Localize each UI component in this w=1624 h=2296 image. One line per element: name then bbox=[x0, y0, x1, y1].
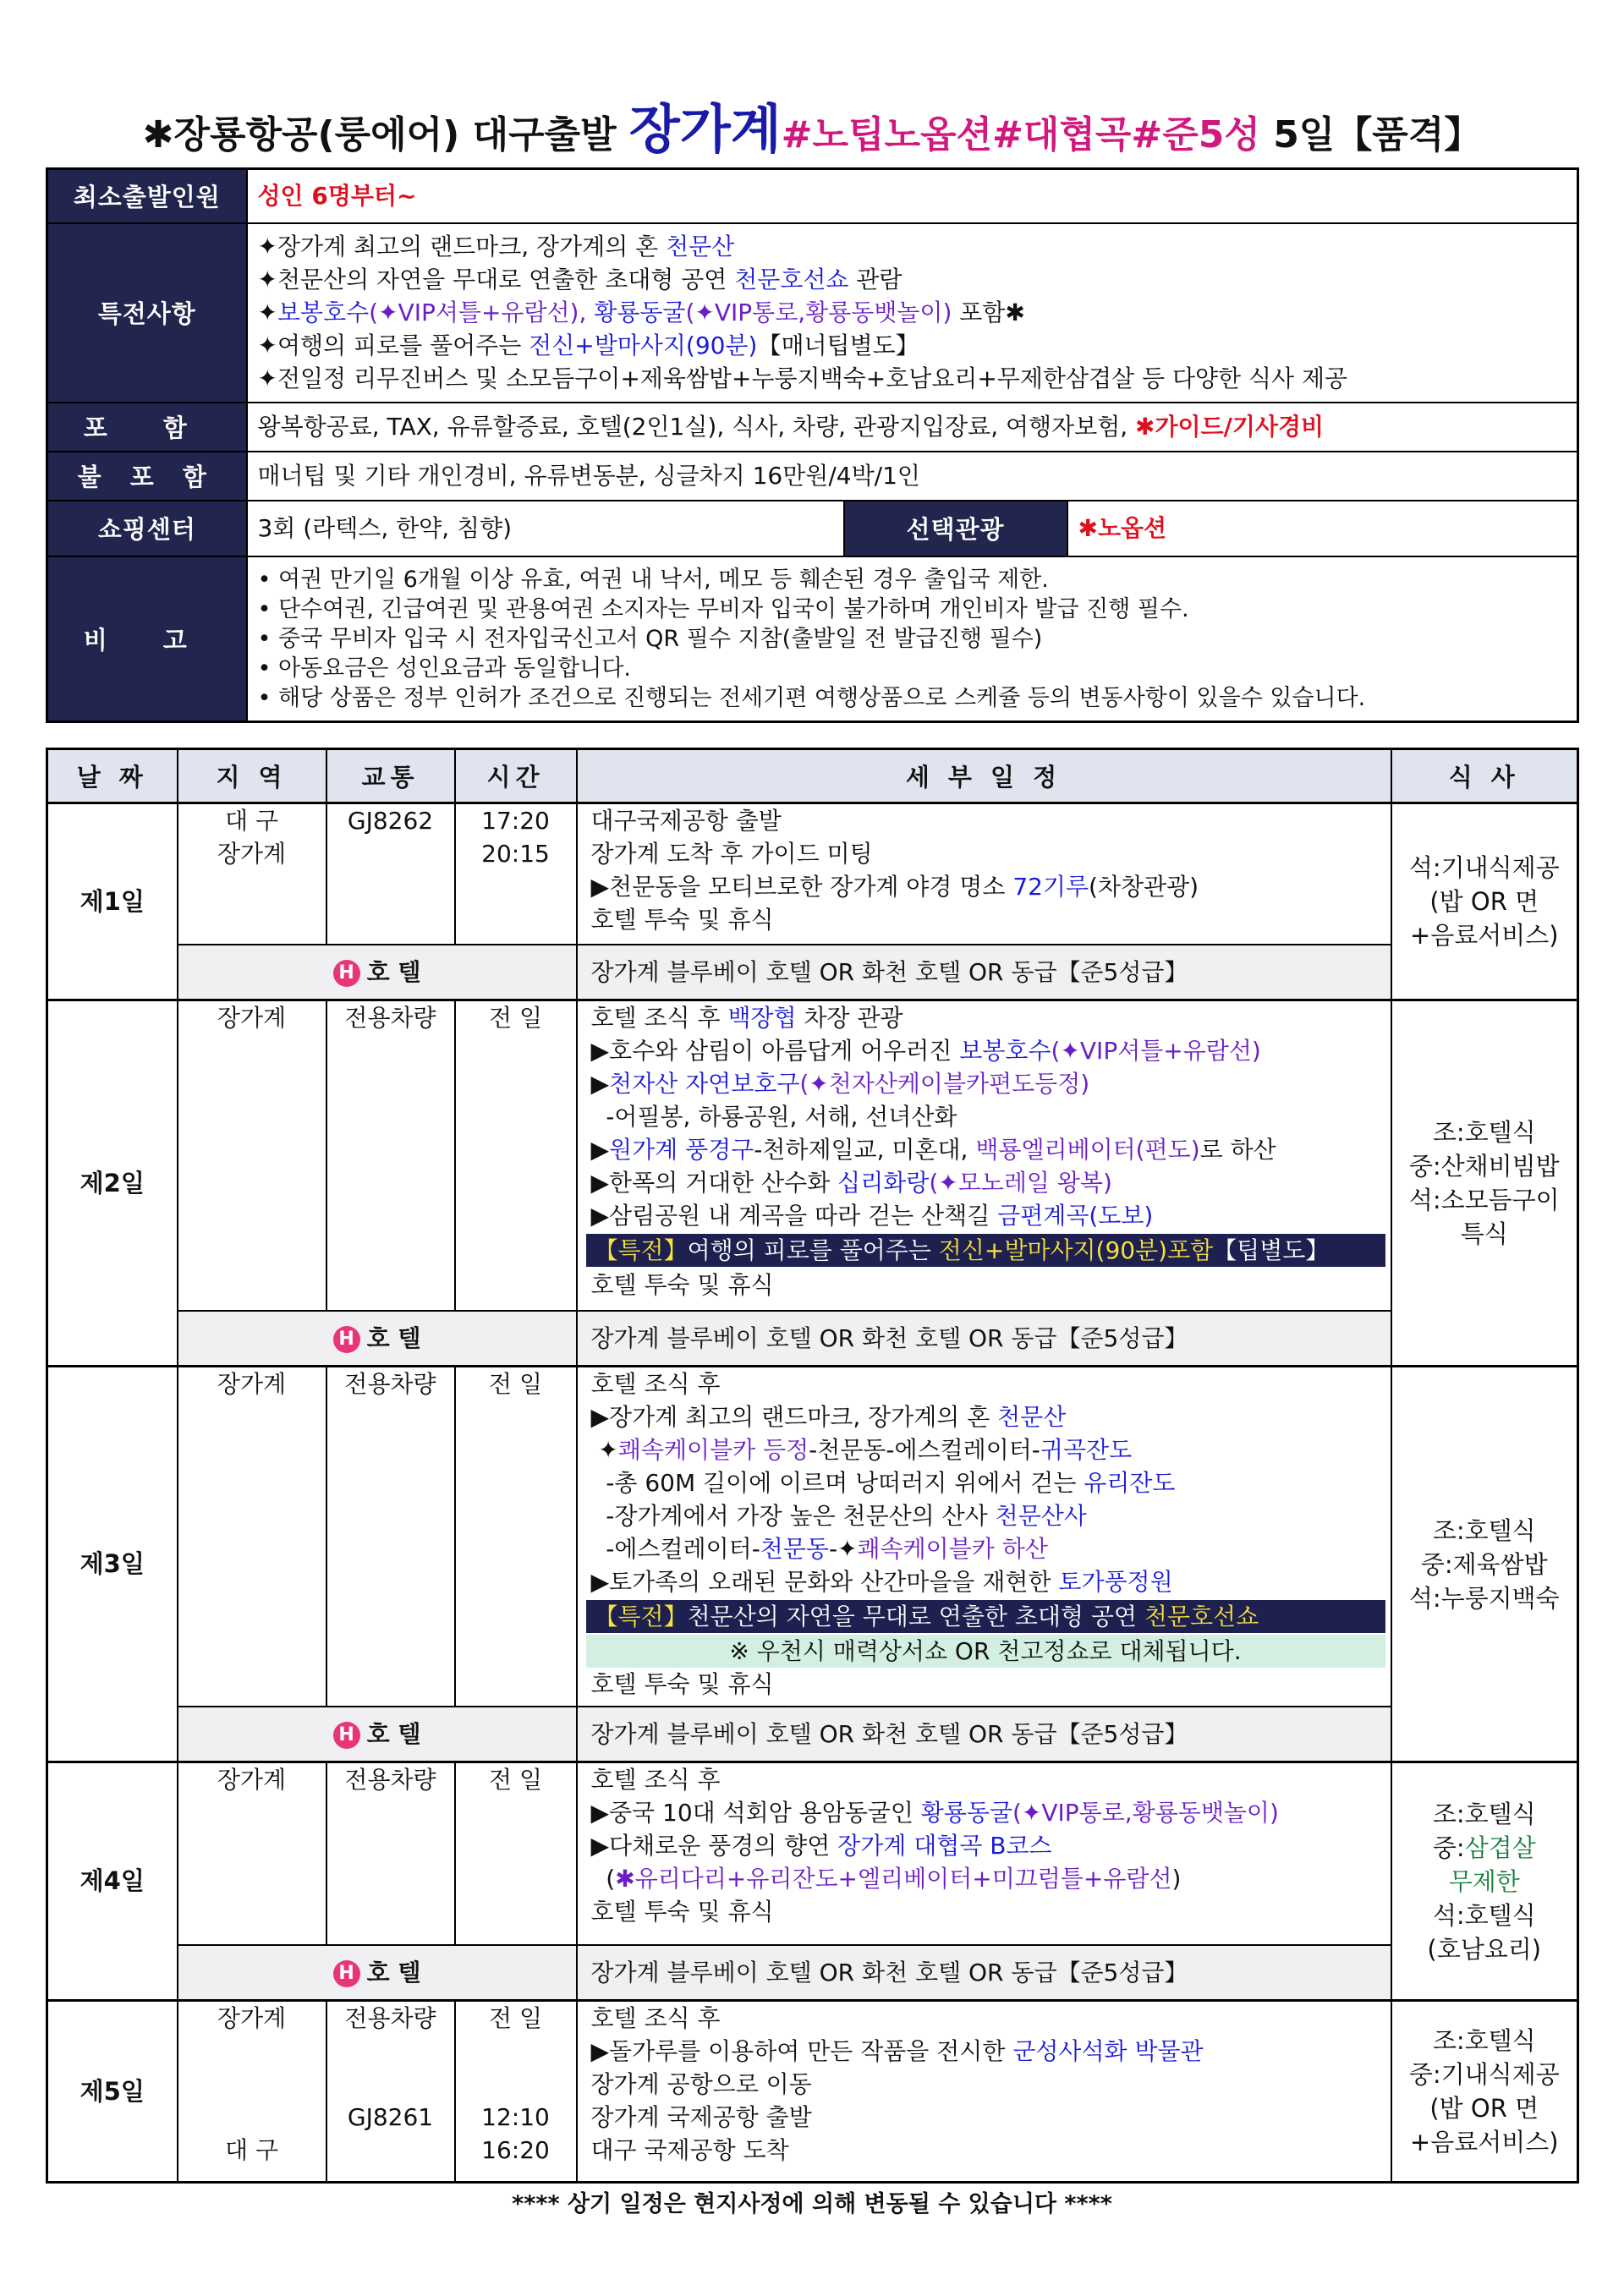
hotel-icon: H bbox=[333, 1960, 360, 1987]
title-main: 장가계 bbox=[628, 98, 782, 160]
detail-cell: 대구국제공항 출발 장가계 도착 후 가이드 미팅 ▶천문동을 모티브로한 장가계 야경 명소 72기루(차창관광) 호텔 투숙 및 휴식 bbox=[577, 803, 1391, 945]
detail-cell: 호텔 조식 후 ▶장가계 최고의 랜드마크, 장가계의 혼 천문산 ✦쾌속케이블카 등정-천문동-에스컬레이터-귀곡잔도 -총 60M 길이에 이르며 낭떠러지 위에서 걷는 유리잔도 -장가계에서 가장 높은 천문산의 산사 천문산사 -에스컬레이터-천문동-✦쾌속케이블카 하산 ▶토가족의 오래된 문화와 산간마을을 재현한 토가풍정원 【특전】천문산의 자연을 무대로 연출한 초대형 공연 천문호선쇼 ※ 우천시 매력상서쇼 OR 천고정쇼로 대체됩니다. 호텔 투숙 및 휴식 bbox=[577, 1367, 1391, 1707]
transport-cell: 전용차량 bbox=[326, 1367, 455, 1707]
title-suffix: 5일【품격】 bbox=[1259, 113, 1482, 156]
hotel-value: 장가계 블루베이 호텔 OR 화천 호텔 OR 동급【준5성급】 bbox=[577, 1945, 1391, 2001]
perks-list bbox=[247, 223, 1578, 403]
hotel-label: H 호 텔 bbox=[178, 1945, 577, 2001]
exclude-label: 불 포 함 bbox=[47, 452, 247, 501]
option-label: 선택관광 bbox=[844, 501, 1067, 556]
hotel-icon: H bbox=[333, 1722, 360, 1749]
option-value: ✱노옵션 bbox=[1067, 501, 1578, 556]
schedule-table bbox=[46, 748, 1579, 2184]
day-row bbox=[47, 803, 1578, 945]
title-prefix: ✱장룡항공(룽에어) 대구출발 bbox=[142, 113, 629, 156]
note-item: • 단수여권, 긴급여권 및 관용여권 소지자는 무비자 입국이 불가하며 개인비자 발급 진행 필수. bbox=[257, 595, 1189, 622]
detail-cell: 호텔 조식 후 ▶중국 10대 석회암 용암동굴인 황룡동굴(✦VIP통로,황룡동뱃놀이) ▶다채로운 풍경의 향연 장가계 대협곡 B코스 (✱유리다리+유리잔도+엘리베이터+미끄럼틀+유람선) 호텔 투숙 및 휴식 bbox=[577, 1762, 1391, 1945]
note-item: • 아동요금은 성인요금과 동일합니다. bbox=[257, 655, 631, 682]
col-meals: 식 사 bbox=[1391, 749, 1578, 803]
day-row bbox=[47, 2001, 1578, 2183]
meal-cell: 조:호텔식 중:제육쌈밥 석:누룽지백숙 bbox=[1391, 1367, 1578, 1762]
notes-list bbox=[247, 556, 1578, 722]
col-region: 지 역 bbox=[178, 749, 326, 803]
time-cell: 전 일 bbox=[455, 1762, 577, 1945]
notes-label: 비 고 bbox=[47, 556, 247, 722]
time-cell: 전 일 bbox=[455, 1000, 577, 1311]
col-transport: 교통 bbox=[326, 749, 455, 803]
day-row bbox=[47, 1367, 1578, 1707]
meal-cell: 석:기내식제공 (밥 OR 면 +음료서비스) bbox=[1391, 803, 1578, 1000]
meal-cell: 조:호텔식 중:기내식제공 (밥 OR 면 +음료서비스) bbox=[1391, 2001, 1578, 2183]
region-cell: 장가계 bbox=[178, 1367, 326, 1707]
hotel-value: 장가계 블루베이 호텔 OR 화천 호텔 OR 동급【준5성급】 bbox=[577, 1311, 1391, 1367]
col-date: 날 짜 bbox=[47, 749, 178, 803]
perk-item: ✦전일정 리무진버스 및 소모듬구이+제육쌈밥+누룽지백숙+호남요리+무제한삼겹살 등 다양한 식사 제공 bbox=[257, 364, 1348, 392]
detail-cell: 호텔 조식 후 백장협 차장 관광 ▶호수와 삼림이 아름답게 어우러진 보봉호수(✦VIP셔틀+유람선) ▶천자산 자연보호구(✦천자산케이블카편도등정) -어필봉, 하룡공원, 서해, 선녀산화 ▶원가계 풍경구-천하제일교, 미혼대, 백룡엘리베이터(편도)로 하산 ▶한폭의 거대한 산수화 십리화랑(✦모노레일 왕복) ▶삼림공원 내 계곡을 따라 걷는 산책길 금편계곡(도보) 【특전】여행의 피로를 풀어주는 전신+발마사지(90분)포함【팁별도】 호텔 투숙 및 휴식 bbox=[577, 1000, 1391, 1311]
shopping-value: 3회 (라텍스, 한약, 침향) bbox=[247, 501, 844, 556]
region-cell: 장가계 bbox=[178, 1000, 326, 1311]
transport-cell: 전용차량 bbox=[326, 1000, 455, 1311]
hotel-icon: H bbox=[333, 1326, 360, 1353]
perk-item: ✦장가계 최고의 랜드마크, 장가계의 혼 천문산 bbox=[257, 233, 735, 260]
note-item: • 여권 만기일 6개월 이상 유효, 여권 내 낙서, 메모 등 훼손된 경우 출입국 제한. bbox=[257, 566, 1049, 593]
min-people-label: 최소출발인원 bbox=[47, 169, 247, 223]
time-cell: 전 일 12:10 16:20 bbox=[455, 2001, 577, 2183]
schedule-header-row bbox=[47, 749, 1578, 803]
hotel-value: 장가계 블루베이 호텔 OR 화천 호텔 OR 동급【준5성급】 bbox=[577, 1707, 1391, 1762]
meal-cell: 조:호텔식 중:삼겹살 무제한 석:호텔식 (호남요리) bbox=[1391, 1762, 1578, 2001]
perks-label: 특전사항 bbox=[47, 223, 247, 403]
day-row bbox=[47, 1762, 1578, 1945]
hotel-row bbox=[47, 1945, 1578, 2001]
hotel-row bbox=[47, 1311, 1578, 1367]
hotel-icon: H bbox=[333, 960, 360, 987]
meal-cell: 조:호텔식 중:산채비빔밥 석:소모듬구이 특식 bbox=[1391, 1000, 1578, 1367]
region-cell: 장가계 bbox=[178, 1762, 326, 1945]
day-label: 제2일 bbox=[47, 1000, 178, 1367]
region-cell: 대 구 장가계 bbox=[178, 803, 326, 945]
exclude-value: 매너팁 및 기타 개인경비, 유류변동분, 싱글차지 16만원/4박/1인 bbox=[247, 452, 1578, 501]
include-label: 포 함 bbox=[47, 403, 247, 452]
day-label: 제3일 bbox=[47, 1367, 178, 1762]
day-label: 제4일 bbox=[47, 1762, 178, 2001]
special-banner: 【특전】천문산의 자연을 무대로 연출한 초대형 공연 천문호선쇼 bbox=[586, 1600, 1385, 1633]
hotel-label: H 호 텔 bbox=[178, 1707, 577, 1762]
footer-notice: **** 상기 일정은 현지사정에 의해 변동될 수 있습니다 **** bbox=[512, 2191, 1112, 2217]
time-cell: 17:20 20:15 bbox=[455, 803, 577, 945]
rain-note: ※ 우천시 매력상서쇼 OR 천고정쇼로 대체됩니다. bbox=[586, 1635, 1385, 1668]
transport-cell: 전용차량 bbox=[326, 1762, 455, 1945]
perk-item: ✦여행의 피로를 풀어주는 전신+발마사지(90분)【매너팁별도】 bbox=[257, 332, 919, 359]
col-time: 시간 bbox=[455, 749, 577, 803]
transport-cell: GJ8262 bbox=[326, 803, 455, 945]
time-cell: 전 일 bbox=[455, 1367, 577, 1707]
hotel-value: 장가계 블루베이 호텔 OR 화천 호텔 OR 동급【준5성급】 bbox=[577, 945, 1391, 1000]
perk-item: ✦천문산의 자연을 무대로 연출한 초대형 공연 천문호선쇼 관람 bbox=[257, 266, 903, 293]
note-item: • 중국 무비자 입국 시 전자입국신고서 QR 필수 지참(출발일 전 발급진행 필수) bbox=[257, 625, 1043, 652]
note-item: • 해당 상품은 정부 인허가 조건으로 진행되는 전세기편 여행상품으로 스케쥴 등의 변동사항이 있을수 있습니다. bbox=[257, 684, 1366, 711]
col-details: 세 부 일 정 bbox=[577, 749, 1391, 803]
detail-cell: 호텔 조식 후 ▶돌가루를 이용하여 만든 작품을 전시한 군성사석화 박물관 장가계 공항으로 이동 장가계 국제공항 출발 대구 국제공항 도착 bbox=[577, 2001, 1391, 2183]
min-people-value: 성인 6명부터~ bbox=[247, 169, 1578, 223]
day-label: 제5일 bbox=[47, 2001, 178, 2183]
page-title bbox=[0, 100, 1624, 165]
transport-cell: 전용차량 GJ8261 bbox=[326, 2001, 455, 2183]
hotel-label: H 호 텔 bbox=[178, 945, 577, 1000]
special-banner: 【특전】여행의 피로를 풀어주는 전신+발마사지(90분)포함【팁별도】 bbox=[586, 1234, 1385, 1267]
day-row bbox=[47, 1000, 1578, 1311]
day-label: 제1일 bbox=[47, 803, 178, 1000]
title-tags: #노팁노옵션#대협곡#준5성 bbox=[781, 113, 1260, 156]
product-info-table bbox=[46, 167, 1579, 723]
perk-item: ✦보봉호수(✦VIP셔틀+유람선), 황룡동굴(✦VIP통로,황룡동뱃놀이) 포함✱ bbox=[257, 299, 1025, 326]
hotel-row bbox=[47, 1707, 1578, 1762]
region-cell: 장가계 대 구 bbox=[178, 2001, 326, 2183]
include-value: 왕복항공료, TAX, 유류할증료, 호텔(2인1실), 식사, 차량, 관광지입장료, 여행자보험, ✱가이드/기사경비 bbox=[247, 403, 1578, 452]
hotel-label: H 호 텔 bbox=[178, 1311, 577, 1367]
shopping-label: 쇼핑센터 bbox=[47, 501, 247, 556]
hotel-row bbox=[47, 945, 1578, 1000]
